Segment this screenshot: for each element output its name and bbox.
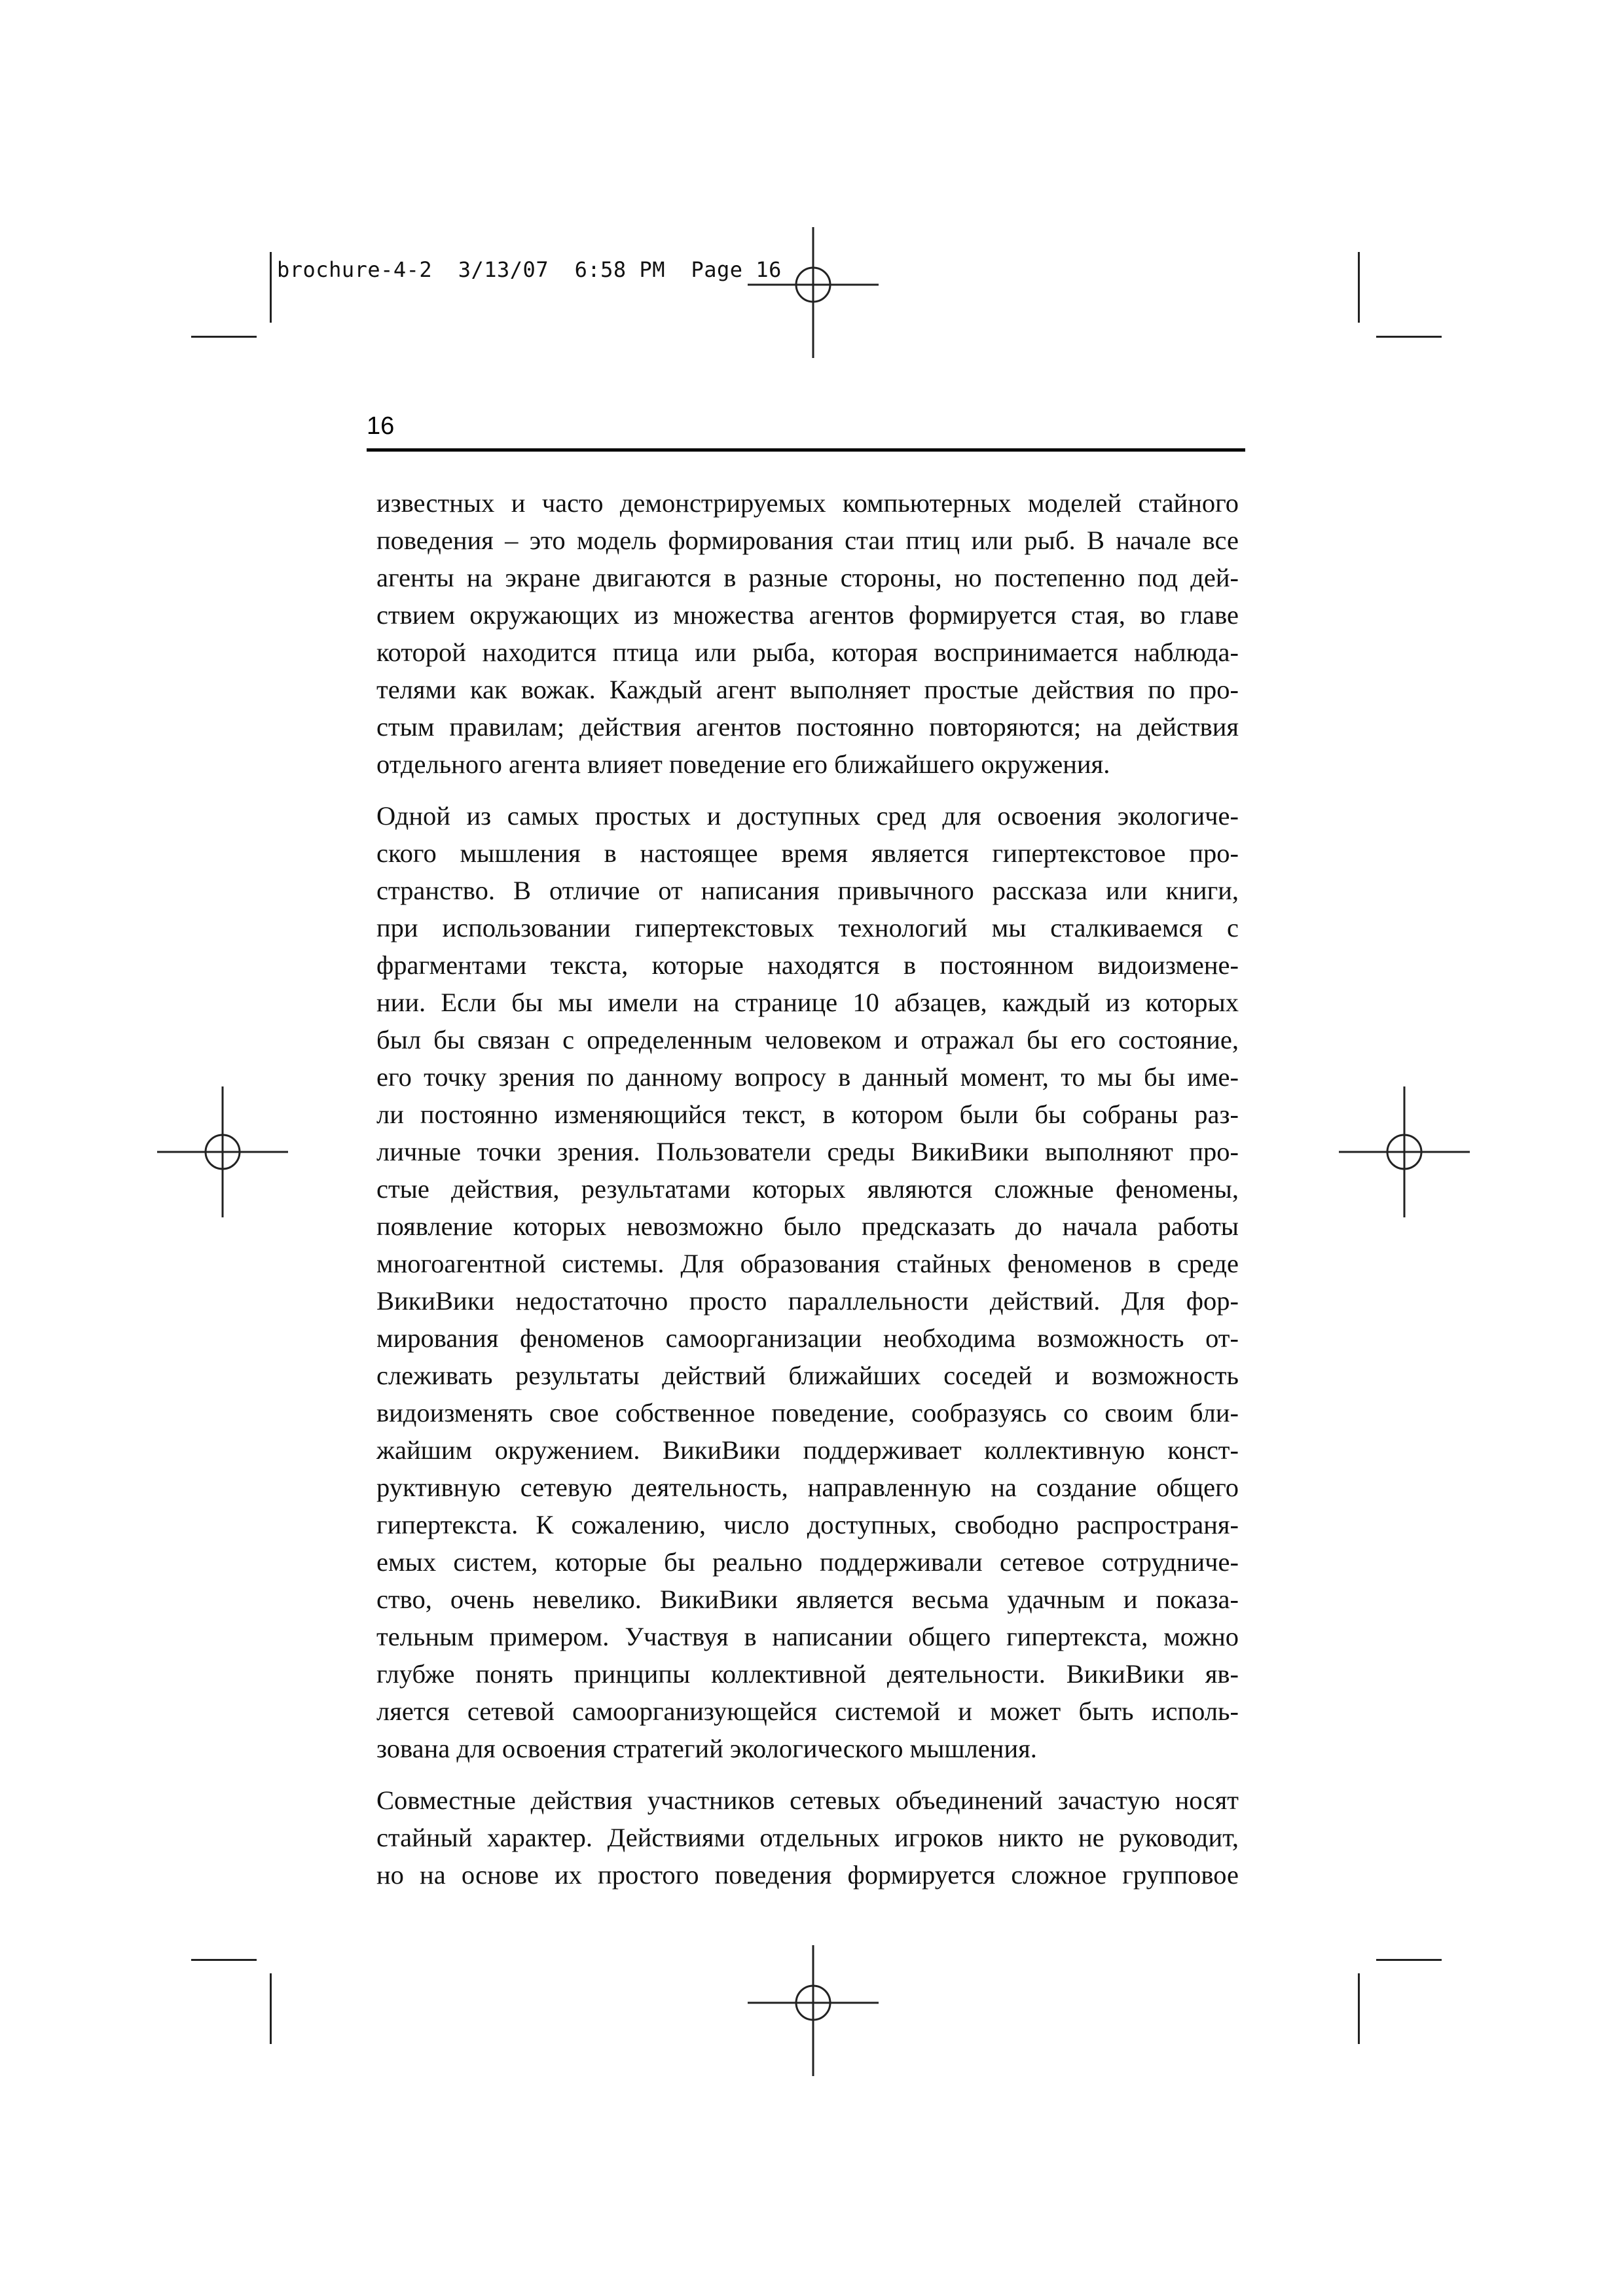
text-line: которой находится птица или рыба, которая воспринимается наблюда- <box>376 637 1239 667</box>
text-line: телями как вожак. Каждый агент выполняет простые действия по про- <box>376 675 1239 704</box>
text-line: отдельного агента влияет поведение его ближайшего окружения. <box>376 749 1110 779</box>
text-line: мирования феноменов самоорганизации необходима возможность от- <box>376 1323 1239 1353</box>
text-line: известных и часто демонстрируемых компьютерных моделей стайного <box>376 488 1239 518</box>
text-line: появление которых невозможно было предсказать до начала работы <box>376 1211 1239 1241</box>
text-line: глубже понять принципы коллективной деятельности. ВикиВики яв- <box>376 1659 1239 1689</box>
crop-mark <box>270 252 272 323</box>
paragraph <box>376 797 1239 1767</box>
text-line: стым правилам; действия агентов постоянно повторяются; на действия <box>376 712 1239 742</box>
crop-mark <box>191 336 257 338</box>
text-line: ли постоянно изменяющийся текст, в котором были бы собраны раз- <box>376 1100 1239 1129</box>
text-line: многоагентной системы. Для образования стайных феноменов в среде <box>376 1249 1239 1278</box>
text-line: нии. Если бы мы имели на странице 10 абзацев, каждый из которых <box>376 988 1239 1017</box>
crop-mark <box>1358 252 1360 323</box>
text-line: руктивную сетевую деятельность, направленную на создание общего <box>376 1473 1239 1502</box>
text-line: Совместные действия участников сетевых объединений зачастую носят <box>376 1785 1239 1815</box>
text-line: Одной из самых простых и доступных сред для освоения экологиче- <box>376 801 1239 831</box>
crop-mark <box>1376 336 1442 338</box>
crop-mark <box>1358 1973 1360 2044</box>
text-line: стайный характер. Действиями отдельных игроков никто не руководит, <box>376 1823 1239 1852</box>
text-line: его точку зрения по данному вопросу в данный момент, то мы бы име- <box>376 1062 1239 1092</box>
text-line: тельным примером. Участвуя в написании общего гипертекста, можно <box>376 1622 1239 1651</box>
text-line: при использовании гипертекстовых технологий мы сталкиваемся с <box>376 913 1239 942</box>
crop-mark <box>1376 1959 1442 1961</box>
text-line: фрагментами текста, которые находятся в постоянном видоизмене- <box>376 950 1239 980</box>
text-line: слеживать результаты действий ближайших соседей и возможность <box>376 1361 1239 1390</box>
text-line: ство, очень невелико. ВикиВики является весьма удачным и показа- <box>376 1585 1239 1614</box>
crop-mark <box>191 1959 257 1961</box>
text-line: был бы связан с определенным человеком и отражал бы его состояние, <box>376 1025 1239 1054</box>
text-line: ВикиВики недостаточно просто параллельности действий. Для фор- <box>376 1286 1239 1316</box>
registration-mark <box>748 227 879 358</box>
registration-mark <box>1339 1086 1470 1217</box>
crop-mark <box>270 1973 272 2044</box>
body-text <box>376 484 1239 1908</box>
text-line: емых систем, которые бы реально поддерживали сетевое сотрудниче- <box>376 1547 1239 1577</box>
text-line: но на основе их простого поведения формируется сложное групповое <box>376 1860 1239 1890</box>
text-line: стые действия, результатами которых являются сложные феномены, <box>376 1174 1239 1204</box>
page-number: 16 <box>367 412 395 440</box>
text-line: ствием окружающих из множества агентов формируется стая, во главе <box>376 600 1239 630</box>
text-line: ляется сетевой самоорганизующейся системой и может быть исполь- <box>376 1696 1239 1726</box>
text-line: ского мышления в настоящее время является гипертекстовое про- <box>376 838 1239 868</box>
registration-mark <box>748 1945 879 2076</box>
paragraph <box>376 484 1239 783</box>
text-line: поведения – это модель формирования стаи птиц или рыб. В начале все <box>376 526 1239 555</box>
paragraph <box>376 1782 1239 1893</box>
text-line: агенты на экране двигаются в разные стороны, но постепенно под дей- <box>376 563 1239 592</box>
text-line: жайшим окружением. ВикиВики поддерживает коллективную конст- <box>376 1435 1239 1465</box>
text-line: странство. В отличие от написания привычного рассказа или книги, <box>376 876 1239 905</box>
registration-mark <box>157 1086 288 1217</box>
header-rule <box>367 448 1245 452</box>
text-line: зована для освоения стратегий экологического мышления. <box>376 1734 1037 1763</box>
text-line: видоизменять свое собственное поведение, сообразуясь со своим бли- <box>376 1398 1239 1427</box>
text-line: личные точки зрения. Пользователи среды ВикиВики выполняют про- <box>376 1137 1239 1166</box>
text-line: гипертекста. К сожалению, число доступных, свободно распространя- <box>376 1510 1239 1539</box>
printer-slug: brochure-4-2 3/13/07 6:58 PM Page 16 <box>277 257 782 282</box>
